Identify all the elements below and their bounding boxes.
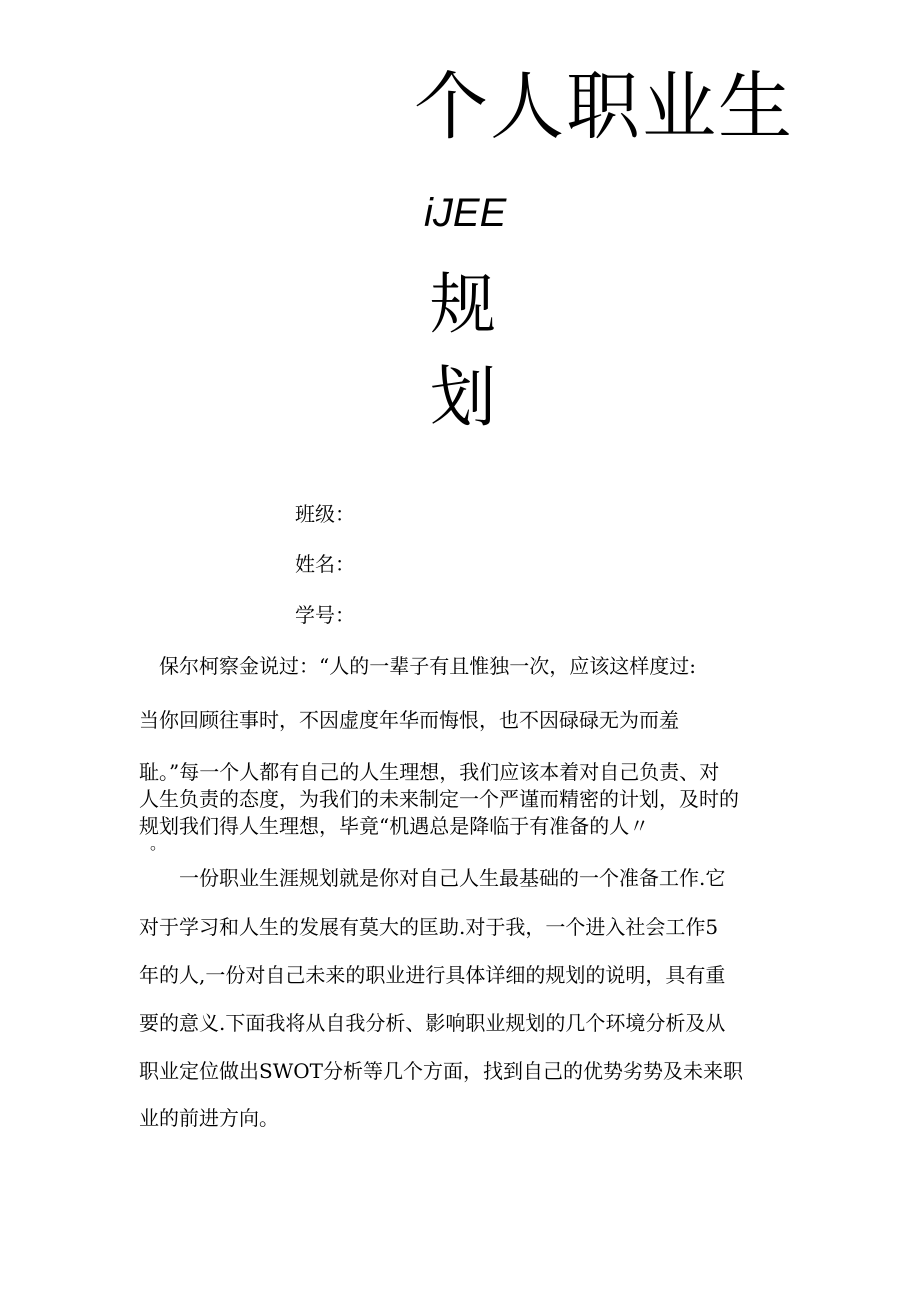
name-field-label: 姓名：: [295, 552, 355, 576]
paragraph-1-line-1: 保尔柯察金说过：“人的一辈子有且惟独一次，应该这样度过:: [139, 654, 696, 678]
title-garbled-text: iJEE: [424, 191, 507, 235]
student-id-field-label: 学号：: [295, 603, 355, 627]
paragraph-1-tail: 。: [150, 834, 167, 853]
paragraph-1-line-3: 耻。”每一个人都有自己的人生理想，我们应该本着对自己负责、对: [139, 760, 720, 784]
paragraph-1-line-2: 当你回顾往事时，不因虚度年华而悔恨，也不因碌碌无为而羞: [139, 708, 679, 732]
paragraph-2-line-2: 对于学习和人生的发展有莫大的匡助.对于我，一个进入社会工作5: [139, 915, 719, 939]
document-title: 个人职业生: [414, 64, 794, 150]
class-field-label: 班级：: [295, 502, 355, 526]
paragraph-1-line-5: 规划我们得人生理想，毕竟“机遇总是降临于有准备的人〃: [139, 814, 650, 838]
paragraph-2-line-3: 年的人,一份对自己未来的职业进行具体详细的规划的说明，具有重: [139, 963, 726, 987]
paragraph-2-line-5: 职业定位做出SWOT分析等几个方面，找到自己的优势劣势及未来职: [139, 1059, 743, 1083]
paragraph-1-line-4: 人生负责的态度，为我们的未来制定一个严谨而精密的计划，及时的: [139, 787, 739, 811]
paragraph-2-line-1: 一份职业生涯规划就是你对自己人生最基础的一个准备工作.它: [139, 866, 726, 890]
paragraph-2-line-4: 要的意义.下面我将从自我分析、影响职业规划的几个环境分析及从: [139, 1011, 726, 1035]
title-char-hua: 划: [430, 359, 496, 436]
title-char-gui: 规: [430, 266, 496, 343]
paragraph-2-line-6: 业的前进方向。: [139, 1106, 279, 1130]
